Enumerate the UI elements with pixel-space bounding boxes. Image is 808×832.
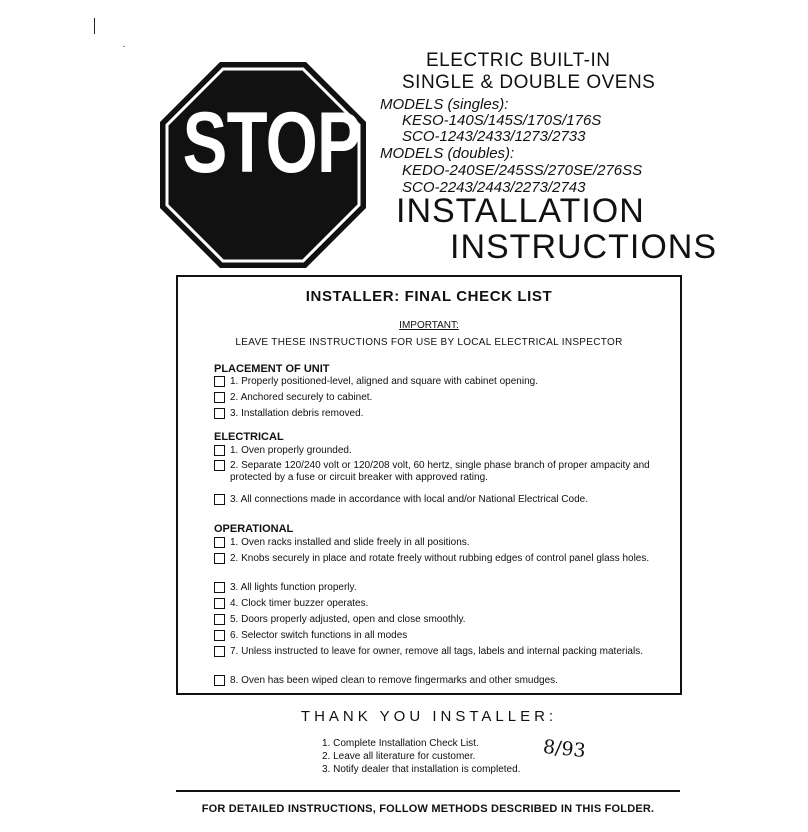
checklist-item-text: 1. Properly positioned-level, aligned and square with cabinet opening. (230, 376, 538, 387)
section-electrical-heading: ELECTRICAL (214, 431, 284, 443)
checklist-item-text: 3. All lights function properly. (230, 582, 357, 593)
header-line-1: ELECTRIC BUILT-IN (426, 50, 611, 71)
checkbox[interactable] (214, 392, 225, 403)
checkbox[interactable] (214, 630, 225, 641)
stop-sign-text: STOP (182, 95, 361, 191)
important-label: IMPORTANT: (399, 320, 459, 331)
checkbox[interactable] (214, 376, 225, 387)
thank-you-item: 1. Complete Installation Check List. (322, 738, 479, 749)
checkbox[interactable] (214, 582, 225, 593)
checklist-item-text: 6. Selector switch functions in all modes (230, 630, 408, 641)
checkbox[interactable] (214, 675, 225, 686)
models-doubles-label: MODELS (doubles): (380, 145, 515, 162)
models-singles-1: KESO-140S/145S/170S/176S (402, 112, 602, 129)
checklist-item-text: 2. Anchored securely to cabinet. (230, 392, 373, 403)
models-doubles-1: KEDO-240SE/245SS/270SE/276SS (402, 162, 643, 179)
checklist-item-text: 8. Oven has been wiped clean to remove fingermarks and other smudges. (230, 675, 558, 686)
checkbox[interactable] (214, 614, 225, 625)
checklist-item-text: 7. Unless instructed to leave for owner, remove all tags, labels and internal packing materials. (230, 646, 643, 657)
header-line-2: SINGLE & DOUBLE OVENS (402, 72, 656, 93)
title-instructions: INSTRUCTIONS (450, 228, 717, 266)
checkbox[interactable] (214, 460, 225, 471)
checklist-item-text: 4. Clock timer buzzer operates. (230, 598, 369, 609)
checkbox[interactable] (214, 646, 225, 657)
checkbox[interactable] (214, 537, 225, 548)
models-singles-2: SCO-1243/2433/1273/2733 (402, 128, 586, 145)
checklist-item-text: 2. Separate 120/240 volt or 120/208 volt, 60 hertz, single phase branch of proper ampacity and protected by a fuse or circuit breaker with approved rating. (230, 460, 650, 483)
checklist-item-text: 3. Installation debris removed. (230, 408, 364, 419)
section-operational-heading: OPERATIONAL (214, 523, 294, 535)
scan-mark (94, 18, 95, 34)
checkbox[interactable] (214, 553, 225, 564)
footer-note: FOR DETAILED INSTRUCTIONS, FOLLOW METHODS DESCRIBED IN THIS FOLDER. (201, 803, 655, 815)
thank-you-item: 3. Notify dealer that installation is completed. (322, 764, 521, 775)
scan-speck (123, 46, 125, 47)
checkbox[interactable] (214, 445, 225, 456)
footer-rule (176, 790, 680, 792)
checklist-item-text: 3. All connections made in accordance with local and/or National Electrical Code. (230, 494, 588, 505)
title-installation: INSTALLATION (396, 192, 645, 230)
checklist-item-text: 1. Oven racks installed and slide freely in all positions. (230, 537, 470, 548)
checkbox[interactable] (214, 494, 225, 505)
models-singles-label: MODELS (singles): (380, 96, 509, 113)
thank-you-item: 2. Leave all literature for customer. (322, 751, 476, 762)
leave-instructions: LEAVE THESE INSTRUCTIONS FOR USE BY LOCAL ELECTRICAL INSPECTOR (235, 337, 623, 348)
checklist-title: INSTALLER: FINAL CHECK LIST (305, 288, 553, 305)
checklist-item-text: 2. Knobs securely in place and rotate freely without rubbing edges of control panel glass holes. (230, 553, 650, 564)
checklist-item-text: 1. Oven properly grounded. (230, 445, 352, 456)
section-placement-heading: PLACEMENT OF UNIT (214, 363, 330, 375)
checkbox[interactable] (214, 408, 225, 419)
checkbox[interactable] (214, 598, 225, 609)
handwritten-date: 8/93 (541, 735, 587, 763)
models-doubles-2: SCO-2243/2443/2273/2743 (402, 179, 586, 196)
thank-you-title: THANK YOU INSTALLER: (300, 708, 558, 725)
checklist-item-text: 5. Doors properly adjusted, open and close smoothly. (230, 614, 466, 625)
